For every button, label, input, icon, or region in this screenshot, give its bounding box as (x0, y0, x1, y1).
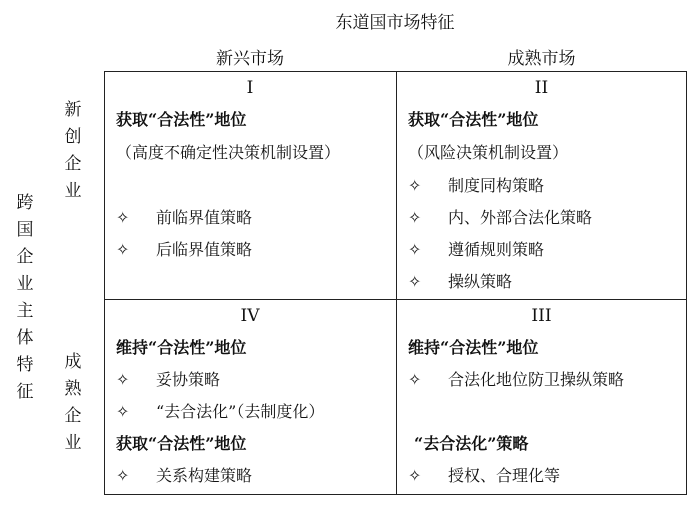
list-item: ✧ 内、外部合法化策略 (408, 208, 593, 227)
list-item: ✧ “去合法化”（去制度化） (116, 402, 325, 421)
quadrant-1 (104, 71, 396, 299)
row-header-new-firm: 新创企业 (64, 100, 82, 201)
quadrant-numeral: IV (240, 306, 260, 326)
quadrant-4 (104, 299, 396, 495)
row-header-mature-firm: 成熟企业 (64, 352, 82, 453)
list-item: ✧ 关系构建策略 (116, 466, 253, 485)
chart-title: 东道国市场特征 (335, 13, 455, 33)
diamond-star-icon: ✧ (116, 208, 130, 227)
list-item: ✧ 前临界值策略 (116, 208, 253, 227)
quadrant-subheading: （风险决策机制设置） (408, 143, 569, 162)
diamond-star-icon: ✧ (408, 240, 422, 259)
column-header-mature: 成熟市场 (507, 49, 576, 69)
quadrant-heading-secondary: “去合法化”策略 (414, 434, 529, 453)
list-item: ✧ 遵循规则策略 (408, 240, 545, 259)
quadrant-2 (396, 71, 687, 299)
diamond-star-icon: ✧ (116, 466, 130, 485)
quadrant-heading: 获取“合法性”地位 (116, 110, 247, 129)
list-item: ✧ 制度同构策略 (408, 176, 545, 195)
quadrant-heading: 维持“合法性”地位 (116, 338, 247, 357)
diamond-star-icon: ✧ (408, 176, 422, 195)
quadrant-heading: 获取“合法性”地位 (408, 110, 539, 129)
diamond-star-icon: ✧ (116, 402, 130, 421)
quadrant-numeral: I (246, 78, 254, 98)
column-header-emerging: 新兴市场 (216, 49, 284, 69)
diamond-star-icon: ✧ (408, 466, 422, 485)
diamond-star-icon: ✧ (408, 208, 422, 227)
row-axis-label: 跨国企业主体特征 (16, 193, 34, 402)
quadrant-heading-secondary: 获取“合法性”地位 (116, 434, 247, 453)
list-item: ✧ 后临界值策略 (116, 240, 253, 259)
diamond-star-icon: ✧ (116, 240, 130, 259)
quadrant-heading: 维持“合法性”地位 (408, 338, 539, 357)
quadrant-3 (396, 299, 687, 495)
list-item: ✧ 合法化地位防卫操纵策略 (408, 370, 625, 389)
list-item: ✧ 授权、合理化等 (408, 466, 561, 485)
quadrant-numeral: II (534, 78, 549, 98)
diamond-star-icon: ✧ (116, 370, 130, 389)
list-item: ✧ 操纵策略 (408, 272, 513, 291)
diamond-star-icon: ✧ (408, 370, 422, 389)
quadrant-subheading: （高度不确定性决策机制设置） (116, 143, 341, 162)
list-item: ✧ 妥协策略 (116, 370, 221, 389)
quadrant-numeral: III (531, 306, 552, 326)
diamond-star-icon: ✧ (408, 272, 422, 291)
